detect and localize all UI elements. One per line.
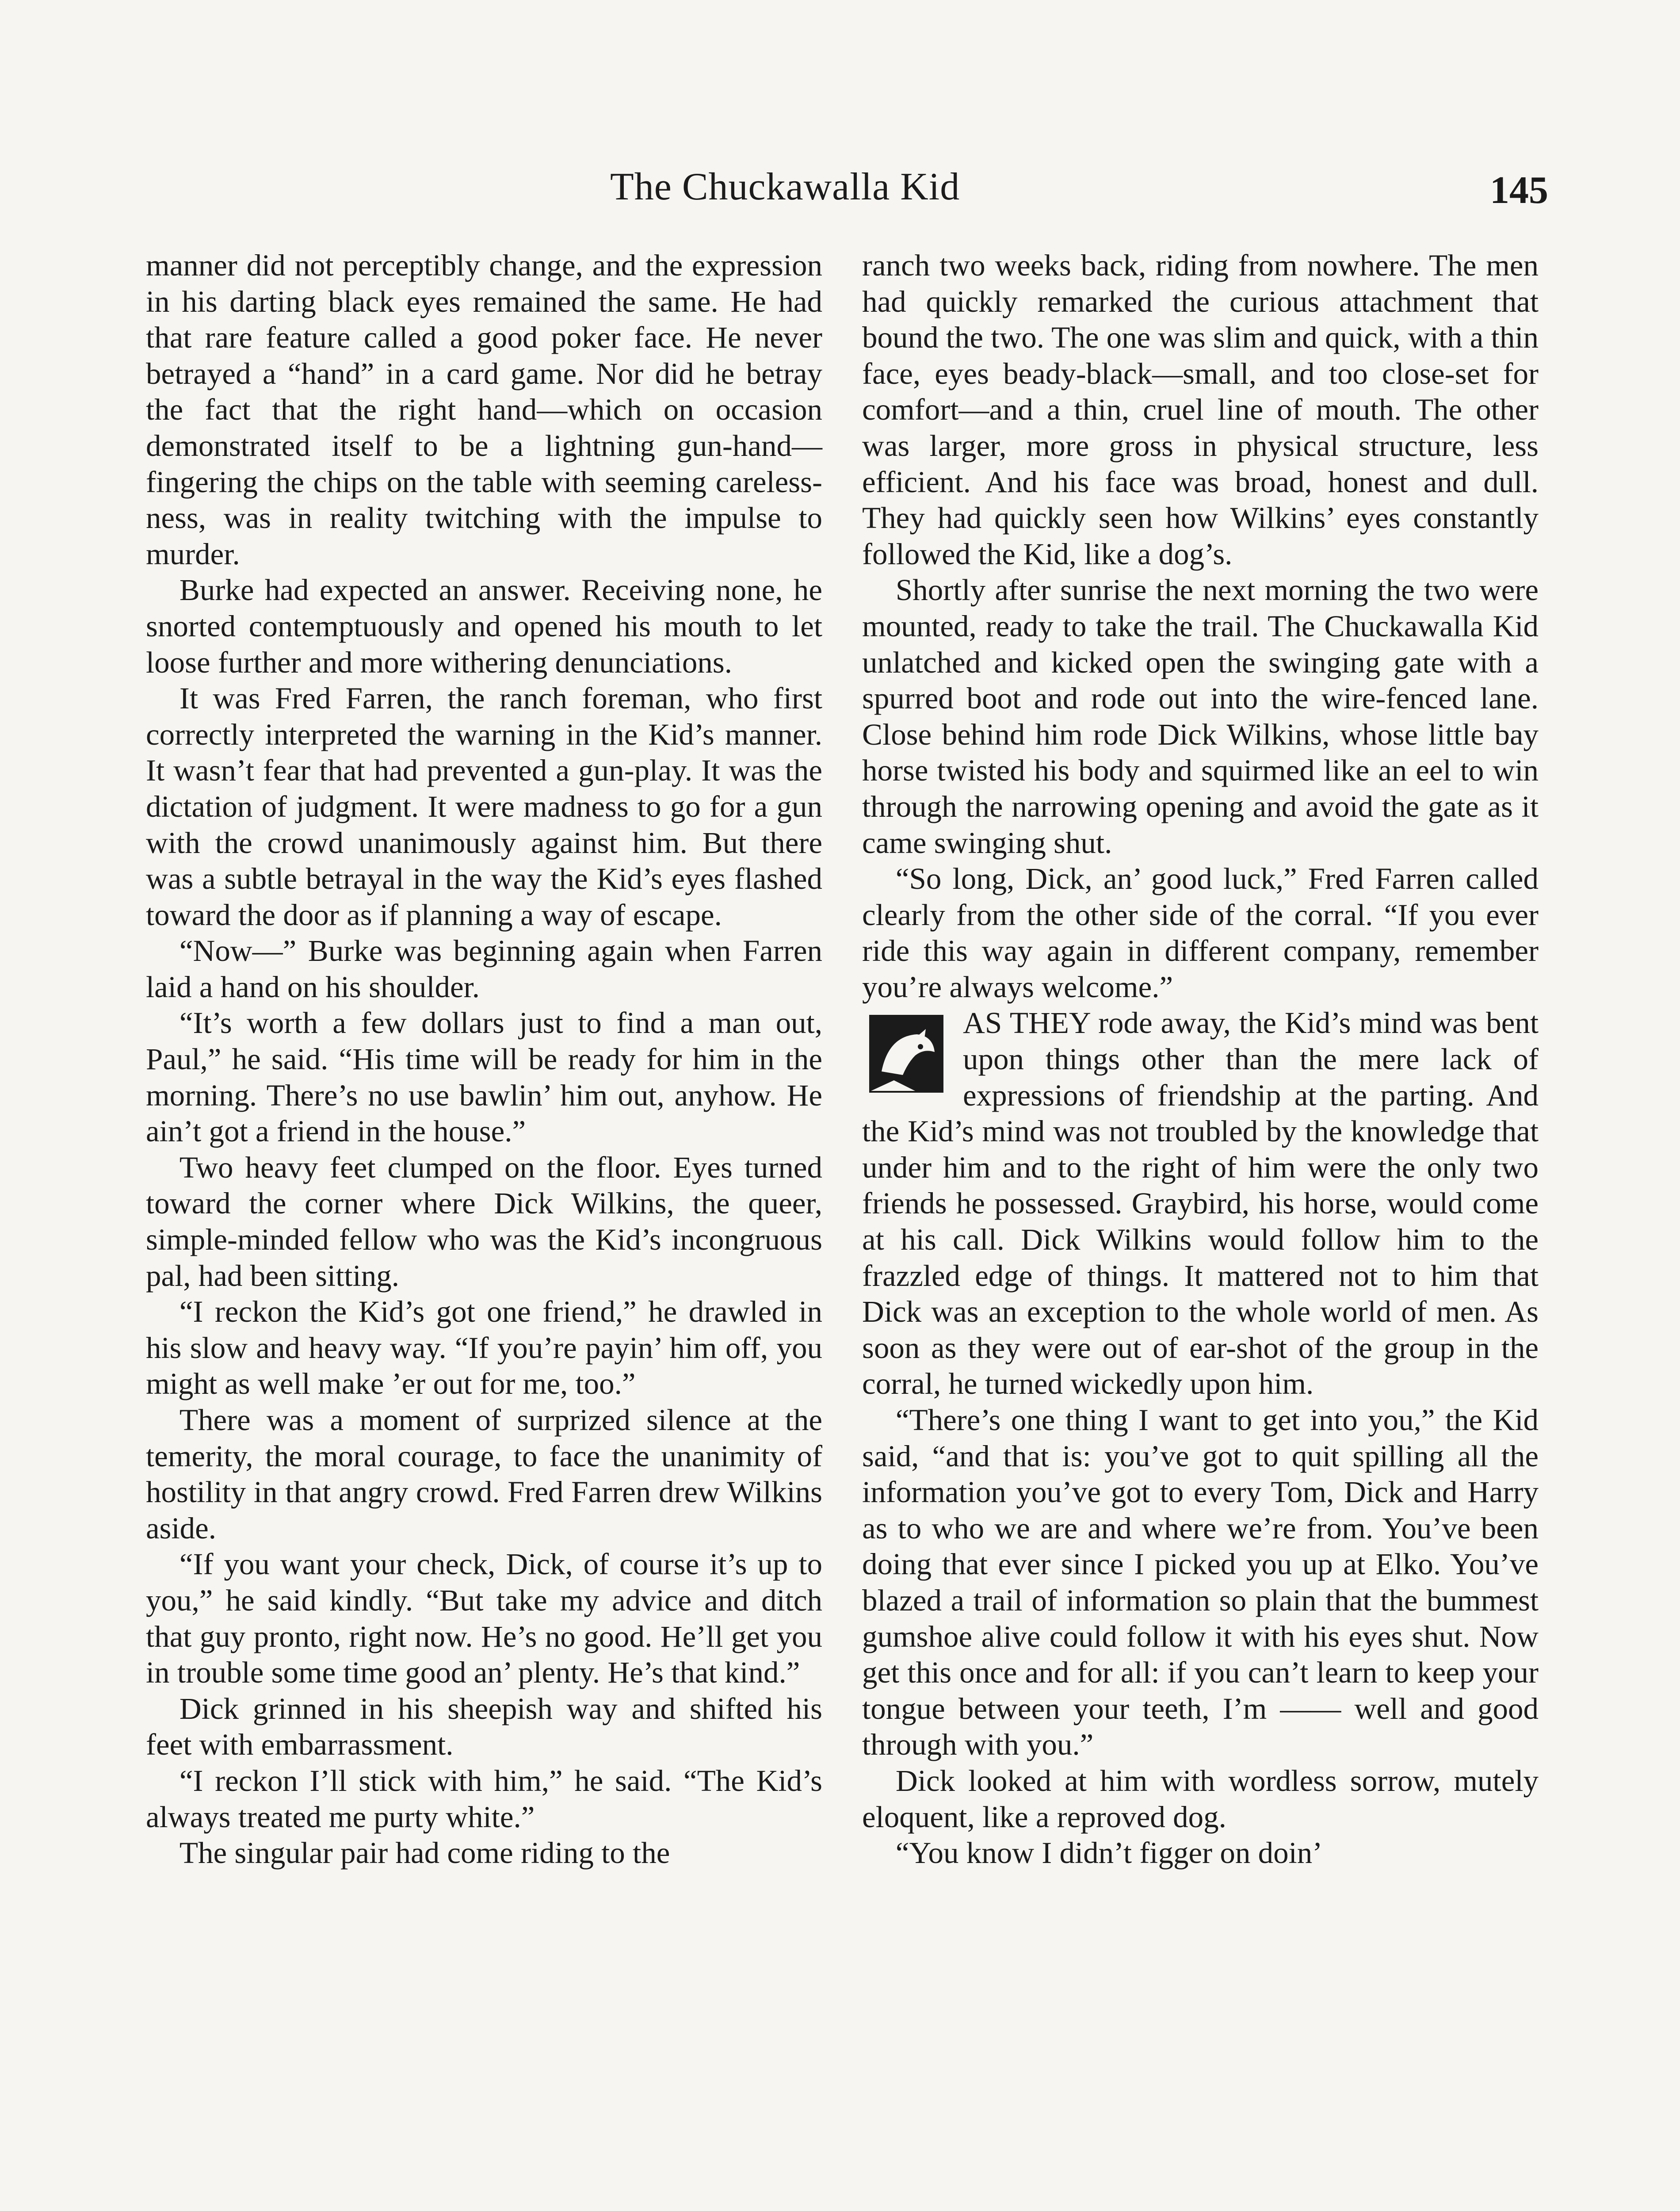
running-head-title: The Chuckawalla Kid: [610, 165, 960, 208]
paragraph: Burke had expected an answer. Receiving none, he snorted contemptuously and opened his mouth to let loose further and more withering denunciations.: [146, 573, 822, 679]
paragraph: ranch two weeks back, riding from nowhere. The men had quickly remarked the curious attachment that bound the two. The one was slim and quick, with a thin face, eyes beady-black—small, and too close-set for comfort—and a thin, cruel line of mouth. The other was larger, more gross in physical structure, less efficient. And his face was broad, honest and dull. They had quickly seen how Wilkins’ eyes constantly followed the Kid, like a dog’s.: [862, 249, 1539, 571]
paragraph: “You know I didn’t figger on doin’: [895, 1836, 1323, 1870]
paragraph: “I reckon the Kid’s got one friend,” he drawled in his slow and heavy way. “If you’re payin’ him off, you might as well make ’er out for me, too.”: [146, 1295, 822, 1401]
paragraph: “If you want your check, Dick, of course it’s up to you,” he said kindly. “But take my advice and ditch that guy pronto, right now. He’s no good. He’ll get you in trouble some time good an’ plenty. He’s that kind.”: [146, 1547, 822, 1690]
paragraph: The singular pair had come riding to the: [179, 1836, 670, 1870]
left-column: [146, 248, 822, 1871]
page-number: 145: [1490, 169, 1548, 212]
paragraph: It was Fred Farren, the ranch foreman, who first correctly interpreted the warning in the Kid’s manner. It wasn’t fear that had prevented a gun-play. It was the dictation of judgment. It were madness to go for a gun with the crowd unanimously against him. But there was a subtle betrayal in the way the Kid’s eyes flashed toward the door as if planning a way of escape.: [146, 681, 822, 932]
paragraph: “So long, Dick, an’ good luck,” Fred Farren called clearly from the other side of the corral. “If you ever ride this way again in different company, remember you’re always welcome.”: [862, 862, 1539, 1004]
paragraph: Dick grinned in his sheepish way and shifted his feet with embarrassment.: [146, 1691, 822, 1762]
paragraph: Two heavy feet clumped on the floor. Eyes turned toward the corner where Dick Wilkins, the queer, simple-minded fellow who was the Kid’s incongruous pal, had been sitting.: [146, 1150, 822, 1293]
paragraph: There was a moment of surprized silence at the temerity, the moral courage, to face the unanimity of hostility in that angry crowd. Fred Farren drew Wilkins aside.: [146, 1403, 822, 1545]
paragraph: Dick looked at him with wordless sorrow, mutely eloquent, like a reproved dog.: [862, 1763, 1539, 1834]
dropcap-illustration-icon: [862, 1010, 951, 1098]
paragraph: Shortly after sunrise the next morning the two were mounted, ready to take the trail. The Chuckawalla Kid unlatched and kicked open the swinging gate with a spurred boot and rode out into the wire-fenced lane. Close behind him rode Dick Wilkins, whose little bay horse twisted his body and squirmed like an eel to win through the narrowing opening and avoid the gate as it came swinging shut.: [862, 573, 1539, 860]
paragraph: “There’s one thing I want to get into you,” the Kid said, “and that is: you’ve got to quit spilling all the information you’ve got to every Tom, Dick and Harry as to who we are and where we’re from. You’ve been doing that ever since I picked you up at Elko. You’ve blazed a trail of information so plain that the bummest gumshoe alive could follow it with his eyes shut. Now get this once and for all: if you can’t learn to keep your tongue between your teeth, I’m —— well and good through with you.”: [862, 1403, 1539, 1762]
paragraph: “I reckon I’ll stick with him,” he said. “The Kid’s always treated me purty white.”: [146, 1763, 822, 1834]
paragraph: manner did not perceptibly change, and the expression in his darting black eyes remained the same. He had that rare feature called a good poker face. He never betrayed a “hand” in a card game. Nor did he betray the fact that the right hand—which on occasion demonstrated itself to be a lightning gun-hand—fingering the chips on the table with seeming carelessness, was in reality twitching with the impulse to murder.: [146, 249, 822, 571]
paragraph: “Now—” Burke was beginning again when Farren laid a hand on his shoulder.: [146, 934, 822, 1004]
section-opening: [862, 1005, 1539, 1402]
paragraph: AS THEY rode away, the Kid’s mind was bent upon things other than the mere lack of expressions of friendship at the parting. And the Kid’s mind was not troubled by the knowledge that under him and to the right of him were the only two friends he possessed. Graybird, his horse, would come at his call. Dick Wilkins would follow him to the frazzled edge of things. It mattered not to him that Dick was an exception to the whole world of men. As soon as they were out of ear-shot of the group in the corral, he turned wickedly upon him.: [862, 1006, 1539, 1401]
right-column: [862, 248, 1539, 1871]
paragraph: “It’s worth a few dollars just to find a man out, Paul,” he said. “His time will be ready for him in the morning. There’s no use bawlin’ him out, anyhow. He ain’t got a friend in the house.”: [146, 1006, 822, 1148]
